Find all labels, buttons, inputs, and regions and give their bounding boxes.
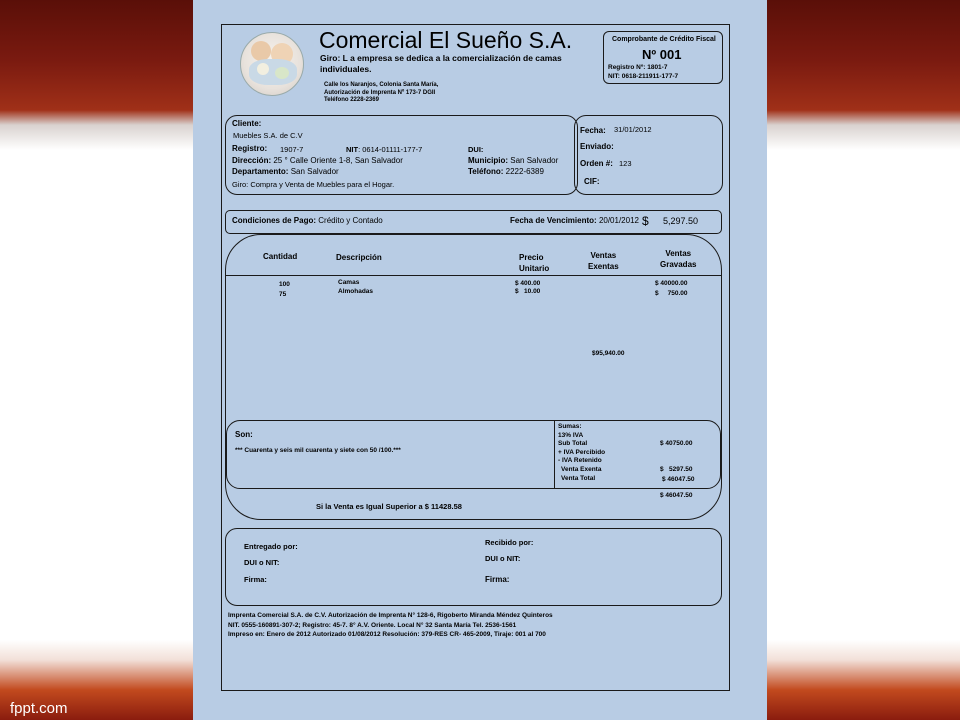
header-cantidad: Cantidad: [263, 252, 298, 261]
header-gravadas-line: Ventas: [665, 249, 692, 258]
amount-symbol: $: [642, 214, 649, 228]
municipio-value: San Salvador: [510, 156, 559, 165]
printer-info: [228, 611, 553, 640]
row-precio: $ 400.00: [515, 280, 541, 287]
header-descripcion: Descripción: [336, 253, 382, 262]
subtotal-value: $ 46047.50: [660, 491, 693, 499]
client-giro: Giro: Compra y Venta de Muebles para el Hogar.: [232, 180, 395, 189]
municipio-row: [468, 156, 558, 165]
son-label: Son:: [235, 430, 253, 439]
cliente-value: Muebles S.A. de C.V: [233, 131, 303, 140]
order-box: [574, 115, 723, 195]
iva-percibido-label: + IVA Percibido: [558, 448, 606, 456]
receipt-box: [225, 528, 722, 606]
address-line: Calle los Naranjos, Colonia Santa María,: [324, 82, 439, 88]
orden-label: Orden #:: [580, 159, 613, 168]
condiciones-value: Crédito y Contado: [318, 216, 383, 225]
departamento-label: Departamento:: [232, 167, 289, 176]
orden-value: 123: [619, 159, 632, 168]
iva-value: $ 5297.50: [660, 465, 693, 473]
condiciones-label: Condiciones de Pago:: [232, 216, 317, 225]
vencimiento-value: 20/01/2012: [598, 216, 639, 225]
row-precio: $ 10.00: [515, 288, 541, 295]
row-descripcion: Almohadas: [338, 288, 374, 295]
municipio-label: Municipio:: [468, 156, 508, 165]
address-line: Teléfono 2228-2369: [324, 97, 379, 103]
fecha-label: Fecha:: [580, 126, 606, 135]
row-cantidad: 75: [279, 291, 287, 298]
client-box: [225, 115, 578, 195]
totals-values: [660, 423, 693, 518]
row-gravadas: $ 40000.00: [655, 280, 688, 287]
printer-line: NIT. 0555-160891-307-2; Registro: 45-7. 8° A.V. Oriente. Local N° 32 Santa María Tel. 2536-1561: [228, 621, 517, 629]
amount-value: 5,297.50: [663, 216, 699, 226]
son-text: *** Cuarenta y seis mil cuarenta y siete con 50 /100.***: [235, 447, 401, 454]
sumas-label: Sumas:: [558, 423, 582, 430]
company-giro: [320, 53, 565, 75]
venta-exenta-label: Venta Exenta: [561, 465, 602, 473]
dui-nit-right: DUI o NIT:: [485, 554, 521, 563]
venta-note: Si la Venta es Igual Superior a $ 11428.58: [316, 502, 462, 511]
recibido-label: Recibido por:: [485, 538, 534, 547]
printer-line: Imprenta Comercial S.A. de C.V. Autorización de Imprenta N° 128-6, Rigoberto Miranda Méndez Quinteros: [228, 612, 553, 619]
company-name: Comercial El Sueño S.A.: [319, 27, 573, 53]
registro-value: 1907-7: [280, 145, 304, 154]
header-gravadas-line: Gravadas: [660, 260, 697, 269]
dui-label: DUI:: [468, 145, 484, 154]
nit-label: NIT: [346, 145, 359, 154]
telefono-row: [468, 167, 544, 176]
header-exentas: [588, 250, 619, 272]
address-line: Autorización de Imprenta Nº 173-7 DGII: [324, 89, 436, 96]
direccion-label: Dirección:: [232, 156, 272, 165]
vencimiento-row: [510, 216, 639, 225]
header-gravadas: [660, 248, 696, 270]
exentas-total: $95,940.00: [592, 350, 625, 357]
subtotal-label: Sub Total: [558, 440, 588, 448]
totals-divider: [554, 421, 555, 488]
direccion-value: 25 ° Calle Oriente 1-8, San Salvador: [273, 156, 403, 165]
header-exentas-line: Ventas: [590, 251, 617, 260]
registro-label: Registro:: [232, 144, 268, 153]
slide-background-right: [767, 0, 960, 720]
departamento-row: [232, 167, 339, 176]
fiscal-title: Comprobante de Crédito Fiscal: [612, 36, 716, 43]
fiscal-box: [603, 31, 723, 84]
sumas-value: $ 40750.00: [660, 440, 693, 448]
giro-label: Giro: [320, 53, 338, 63]
header-precio: [519, 252, 549, 274]
fiscal-registro: Registro Nº: 1801-7: [608, 64, 668, 71]
client-nit: [346, 145, 422, 154]
header-exentas-line: Exentas: [588, 262, 619, 271]
condiciones-row: [232, 216, 383, 225]
firma-right: Firma:: [485, 575, 510, 584]
row-descripcion: Camas: [338, 279, 360, 286]
nit-value: : 0614-01111-177-7: [358, 145, 423, 154]
fiscal-number: Nº 001: [642, 47, 682, 62]
enviado-label: Enviado:: [580, 142, 614, 151]
venta-total-value: $ 46047.50: [662, 476, 695, 483]
cif-label: CIF:: [584, 177, 600, 186]
company-logo: [240, 32, 304, 96]
firma-left: Firma:: [244, 575, 267, 584]
iva-retenido-label: - IVA Retenido: [558, 457, 602, 465]
table-header-divider: [226, 275, 721, 276]
telefono-value: 2222-6389: [505, 167, 544, 176]
printer-line: Impreso en: Enero de 2012 Autorizado 01/08/2012 Resolución: 379-RES CR- 465-2009, Tiraje: 001 al 700: [228, 631, 546, 638]
fiscal-nit: NIT: 0618-211911-177-7: [608, 73, 679, 80]
direccion-row: [232, 156, 403, 165]
header-precio-line: Precio: [519, 253, 544, 262]
son-section: [226, 420, 721, 499]
conditions-box: [225, 210, 722, 234]
departamento-value: San Salvador: [290, 167, 339, 176]
totals-labels: [558, 423, 605, 483]
row-cantidad: 100: [279, 281, 290, 288]
header-precio-line: Unitario: [519, 264, 550, 273]
slide-background-left: [0, 0, 193, 720]
giro-text: : L a empresa se dedica a la comercialización de camas individuales.: [320, 53, 562, 74]
vencimiento-label: Fecha de Vencimiento:: [510, 216, 597, 225]
telefono-label: Teléfono:: [468, 167, 504, 176]
cliente-label: Cliente:: [232, 119, 262, 128]
footer-brand: fppt.com: [10, 700, 68, 717]
dui-nit-left: DUI o NIT:: [244, 558, 280, 567]
entregado-label: Entregado por:: [244, 542, 298, 551]
venta-total-label: Venta Total: [561, 474, 596, 482]
company-address: [324, 82, 438, 105]
row-gravadas: $ 750.00: [655, 290, 688, 297]
iva-label: 13% IVA: [558, 431, 584, 439]
fecha-value: 31/01/2012: [614, 125, 652, 134]
items-table: [225, 234, 722, 520]
